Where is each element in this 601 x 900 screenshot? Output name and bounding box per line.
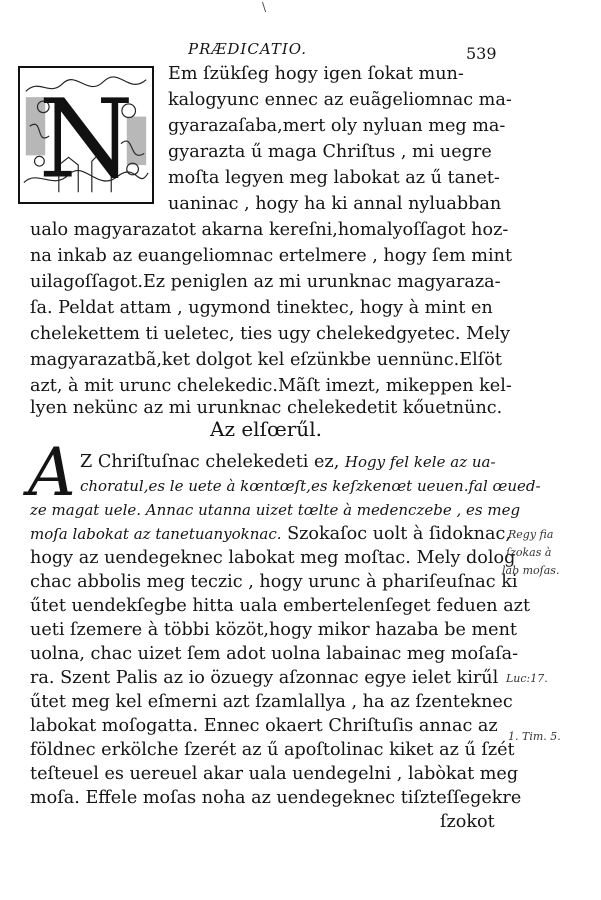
margin-note-3: lab moſas. — [502, 564, 560, 577]
drop-letter: A — [28, 434, 76, 511]
p2-line-3 — [30, 500, 520, 520]
p2-line-7: űtet uendekſegbe hitta uala embertelenſeget feduen azt — [30, 596, 531, 616]
p2-line-1-italic: Hogy fel kele az ua- — [344, 453, 496, 471]
p1-line-13: azt, à mit urunc chelekedic.Mãſt imezt, mikeppen kel- — [30, 376, 512, 396]
p1-line-11: chelekettem ti ueletec, ties ugy chelekedgyetec. Mely — [30, 324, 511, 344]
p2-line-15: moſa. Effele moſas noha az uendegeknec tiſzteſſegekre — [30, 788, 522, 808]
p2-line-2 — [80, 476, 541, 496]
p1-line-10: ſa. Peldat attam , ugymond tinektec, hogy à mint en — [30, 298, 493, 318]
p1-line-8: na inkab az euangeliomnac ertelmere , hogy ſem mint — [30, 246, 513, 266]
p2-line-6: chac abbolis meg teczic , hogy urunc à phariſeuſnac ki — [30, 572, 518, 592]
p2-line-4-text: Szokaſoc uolt à ſidoknac, — [281, 524, 511, 544]
p1-line-3: gyarazaſaba,mert oly nyluan meg ma- — [168, 116, 506, 136]
p1-line-4: gyarazta ű maga Chriſtus , mi uegre — [168, 142, 492, 162]
margin-note-2: ſzokas à — [506, 546, 552, 559]
p2-line-9: uolna, chac uizet ſem adot uolna labainac meg moſaſa- — [30, 644, 519, 664]
margin-note-luc: Luc:17. — [506, 672, 548, 685]
section-heading: Az elſœrűl. — [210, 417, 322, 441]
p2-line-2-italic: choratul,es le uete à kœntœſt,es keſzkenœt ueuen.fal œued- — [80, 477, 541, 495]
p2-line-4-italic: moſa labokat az tanetuanyoknac. — [30, 525, 282, 543]
p2-line-1-text: Z Chriſtuſnac chelekedeti ez, — [80, 452, 345, 472]
margin-note-tim: 1. Tim. 5. — [508, 730, 561, 743]
p2-line-8: ueti ſzemere à többi közöt,hogy mikor hazaba be ment — [30, 620, 517, 640]
p1-line-1: Em ſzükſeg hogy igen ſokat mun- — [168, 64, 464, 84]
decorated-initial — [18, 66, 154, 204]
p2-line-12: labokat moſogatta. Ennec okaert Chriſtuſis annac az — [30, 716, 498, 736]
running-title: PRÆDICATIO. — [188, 40, 307, 58]
p1-line-6: uaninac , hogy ha ki annal nyluabban — [168, 194, 502, 214]
p2-line-14: teſteuel es uereuel akar uala uendegelni , labòkat meg — [30, 764, 519, 784]
p2-line-3-italic: ze magat uele. Annac utanna uizet tœlte à medenczebe , es meg — [30, 501, 521, 519]
ornament-initial-icon — [20, 68, 152, 202]
p2-line-5: hogy az uendegeknec labokat meg moſtac. Mely dolog — [30, 548, 516, 568]
p1-line-14: lyen nekünc az mi urunknac chelekedetit kőuetnünc. — [30, 398, 503, 418]
p1-line-12: magyarazatbã,ket dolgot kel eſzünkbe uennünc.Elſöt — [30, 350, 502, 370]
p1-line-7: ualo magyarazatot akarna kereſni,homalyoſſagot hoz- — [30, 220, 509, 240]
p1-line-5: moſta legyen meg labokat az ű tanet- — [168, 168, 500, 188]
p2-line-1 — [80, 452, 496, 472]
p1-line-2: kalogyunc ennec az euãgeliomnac ma- — [168, 90, 512, 110]
p2-line-10: ra. Szent Palis az io özuegy aſzonnac egye ielet kirűl — [30, 668, 499, 688]
page-number: 539 — [466, 44, 497, 63]
p2-line-4 — [30, 524, 511, 544]
p2-line-11: űtet meg kel eſmerni azt ſzamlallya , ha az ſzenteknec — [30, 692, 513, 712]
p2-line-13: földnec erkölche ſzerét az ű apoſtolinac kiket az ű ſzét — [30, 740, 515, 760]
top-mark: \ — [262, 0, 267, 14]
margin-note-1: Regy fia — [508, 528, 554, 541]
p2-catchword: ſzokot — [440, 812, 495, 832]
p1-line-9: uilagoſſagot.Ez peniglen az mi urunknac magyaraza- — [30, 272, 501, 292]
initial-letter: N — [38, 75, 134, 202]
